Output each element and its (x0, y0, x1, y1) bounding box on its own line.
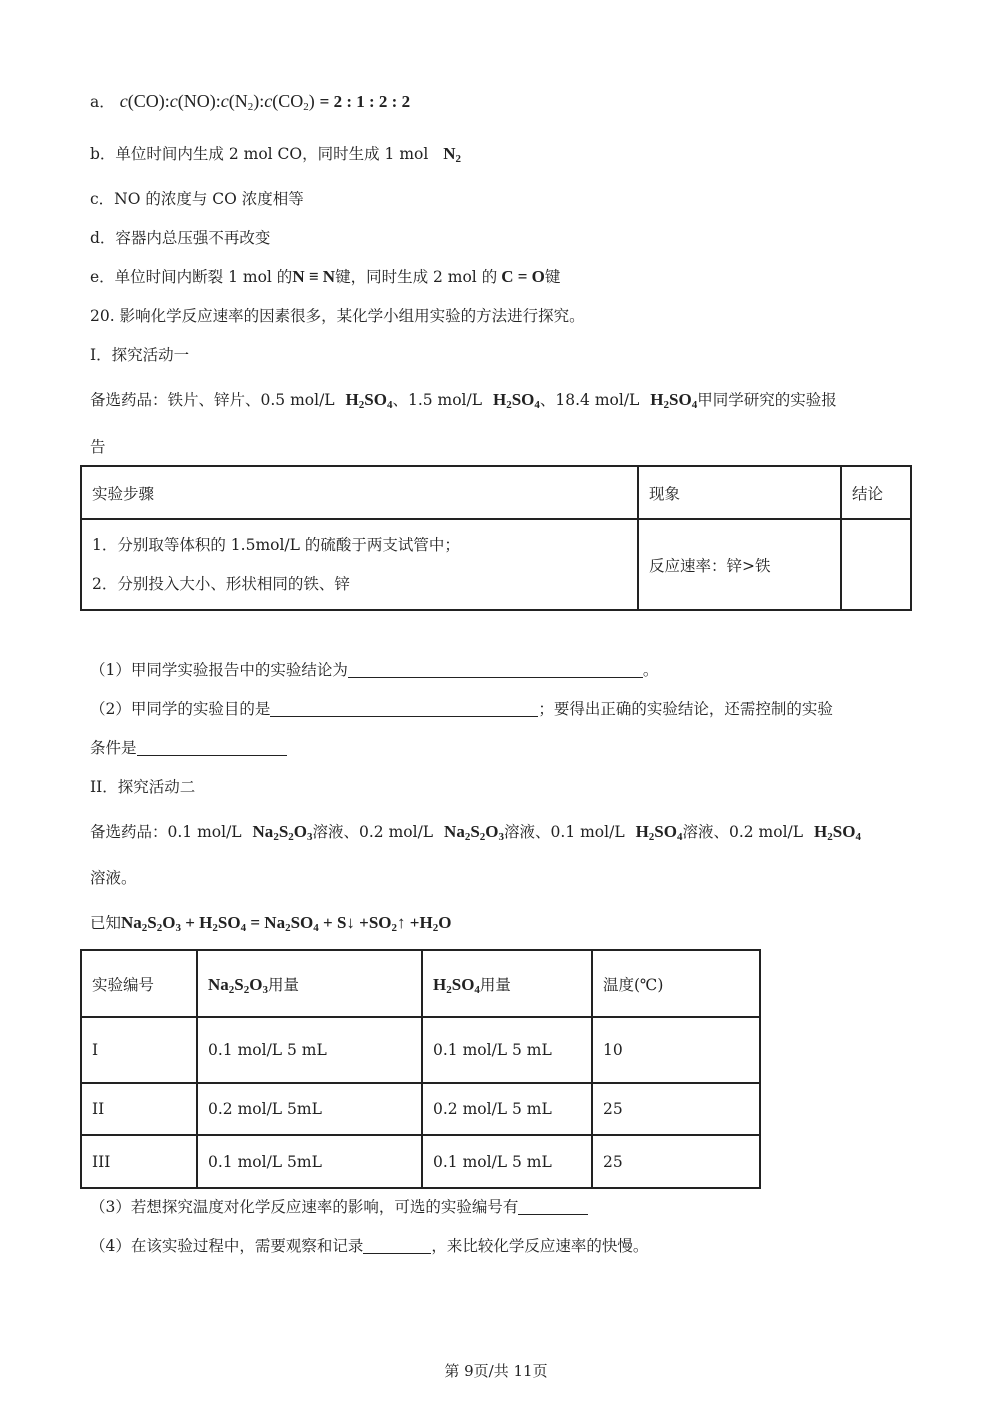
option-e: e．单位时间内断裂 1 mol 的N ≡ N键，同时生成 2 mol 的 C = O键 (90, 267, 561, 286)
answer-blank-1[interactable] (348, 661, 643, 678)
question-1: （1）甲同学实验报告中的实验结论为 。 (90, 661, 659, 679)
header-na2s2o3: $Na_2S_2O_3$用量 (197, 950, 422, 1017)
header-conclusion: 结论 (841, 466, 911, 519)
answer-blank-2[interactable] (270, 700, 538, 717)
part2-title: II．探究活动二 (90, 778, 196, 796)
reagents1-line: 备选药品：铁片、锌片、0.5 mol/L $H_2SO_4$、1.5 mol/L $H_2SO_4$、18.4 mol/L $H_2SO_4$甲同学研究的实验报 (90, 390, 837, 411)
table-row: III 0.1 mol/L 5mL 0.1 mol/L 5 mL 25 (81, 1135, 760, 1188)
header-phenomenon: 现象 (638, 466, 841, 519)
answer-blank-4[interactable] (518, 1198, 588, 1215)
option-b: b．单位时间内生成 2 mol CO，同时生成 1 mol $N_2$ (90, 144, 462, 165)
header-temperature: 温度(℃) (592, 950, 760, 1017)
question-2: （2）甲同学的实验目的是 ；要得出正确的实验结论，还需控制的实验 (90, 700, 833, 718)
step-2: 2．分别投入大小、形状相同的铁、锌 (92, 575, 350, 593)
reagents1-line2: 告 (90, 438, 106, 456)
header-h2so4: $H_2SO_4$用量 (422, 950, 592, 1017)
conclusion-cell (841, 519, 911, 610)
experiment-report-table (80, 465, 912, 611)
step-1: 1．分别取等体积的 1.5mol/L 的硫酸于两支试管中； (92, 536, 460, 554)
question-3: （3）若想探究温度对化学反应速率的影响，可选的实验编号有 (90, 1196, 588, 1218)
header-steps: 实验步骤 (81, 466, 638, 519)
table-row: II 0.2 mol/L 5mL 0.2 mol/L 5 mL 25 (81, 1083, 760, 1135)
phenomenon-cell: 反应速率：锌>铁 (638, 519, 841, 610)
header-exp-id: 实验编号 (81, 950, 197, 1017)
reagents2-line: 备选药品：0.1 mol/L $Na_2S_2O_3$溶液、0.2 mol/L $Na_2S_2O_3$溶液、0.1 mol/L $H_2SO_4$溶液、0.2 mol/L $H_2SO_4$ (90, 822, 861, 843)
option-d: d．容器内总压强不再改变 (90, 229, 271, 247)
answer-blank-3[interactable] (137, 739, 287, 756)
q20-title: 20. 影响化学反应速率的因素很多，某化学小组用实验的方法进行探究。 (90, 307, 585, 325)
experiment-conditions-table (80, 949, 761, 1189)
table-row: I 0.1 mol/L 5 mL 0.1 mol/L 5 mL 10 (81, 1017, 760, 1083)
part1-title: I．探究活动一 (90, 346, 190, 364)
steps-cell (81, 519, 638, 610)
known-equation: 已知$Na_2S_2O_3 + H_2SO_4 = Na_2SO_4$ + S↓ $+SO_2↑ +H_2O$ (90, 913, 452, 934)
question-4: （4）在该实验过程中，需要观察和记录 ，来比较化学反应速率的快慢。 (90, 1237, 649, 1255)
page-footer: 第 9页/共 11页 (444, 1362, 548, 1380)
reagents2-line2: 溶液。 (90, 869, 137, 887)
question-2-line2: 条件是 (90, 737, 287, 759)
option-a: a． $c(CO):c(NO):c(N_2):c(CO_2) = 2$ : 1 : 2 : 2 (90, 91, 411, 113)
option-c: c．NO 的浓度与 CO 浓度相等 (90, 190, 304, 208)
answer-blank-5[interactable] (363, 1237, 431, 1254)
